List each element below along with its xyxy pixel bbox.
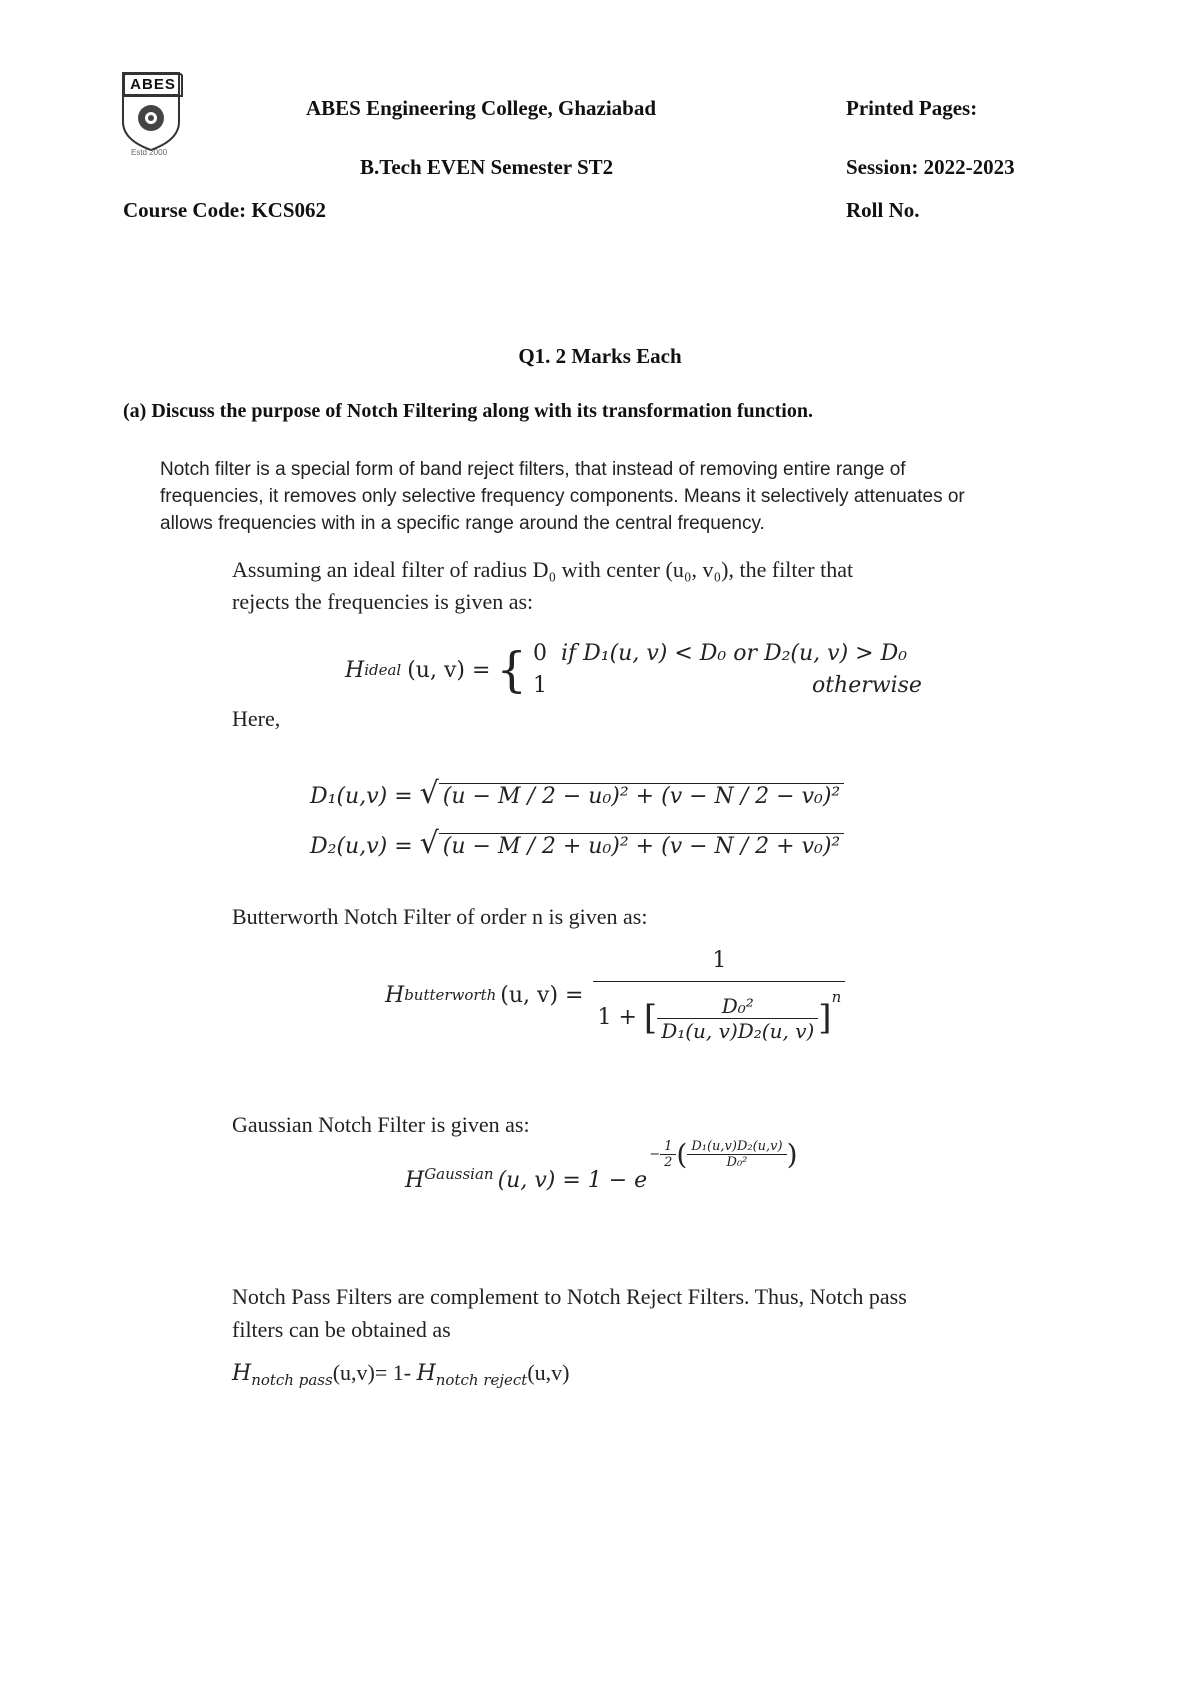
inner-den: D₁(u, v)D₂(u, v) [657,1018,818,1043]
intro-line: frequencies, it removes only selective frequency components. Means it selectively attenuates or [160,486,965,507]
case1-cond: otherwise [811,673,922,698]
inner-num: D₀² [721,993,754,1018]
eq-sup: Gaussian [424,1165,494,1183]
gaussian-text: Gaussian Notch Filter is given as: [232,1112,530,1137]
logo-text: ABES [123,73,183,97]
ideal-equation [345,638,922,702]
exp-num: D₁(u,v)D₂(u,v) [691,1139,783,1154]
notch-pass-line: filters can be obtained as [232,1317,451,1342]
notch-pass-description [232,1280,907,1346]
exp-sign: − [649,1147,661,1162]
exp-half-num: 1 [664,1139,673,1154]
intro-line: allows frequencies with in a specific range around the central frequency. [160,513,765,534]
answer-intro [160,456,1100,537]
ideal-description [232,554,853,618]
session: Session: 2022-2023 [846,155,1015,179]
eq-sub-pass: notch pass [251,1371,333,1389]
eq-args: (u, v) = [500,982,584,1008]
eq-brace: { [496,642,527,698]
eq-h: H [416,1361,436,1386]
ideal-line: rejects the frequencies is given as: [232,589,534,614]
ideal-line: Assuming an ideal filter of radius D₀ with center (u₀, v₀), the filter that [232,557,854,582]
question-part-a: (a) Discuss the purpose of Notch Filtering along with its transformation function. [123,400,813,422]
case0-value: 0 [532,641,547,666]
eq-h: H [345,657,365,683]
semester: B.Tech EVEN Semester ST2 [360,155,614,179]
eq-power: n [831,988,842,1006]
gaussian-equation [405,1138,798,1193]
course-code: Course Code: KCS062 [123,198,326,222]
intro-line: Notch filter is a special form of band reject filters, that instead of removing entire range of [160,459,906,480]
question-title: Q1. 2 Marks Each [518,344,682,368]
den-prefix: 1 + [597,1005,637,1030]
case1-value: 1 [532,673,547,698]
sqrt-sign: √ [419,826,439,861]
d1-radicand: (u − M / 2 − u₀)² + (v − N / 2 − v₀)² [439,783,844,809]
gaussian-exponent: − $\frac{1}{2}$ ( $\frac{\text{D₁(u,v)D₂(u,v)}}{\text{D₀²}}$ ) [649,1138,798,1171]
butterworth-text: Butterworth Notch Filter of order n is given as: [232,904,648,929]
eq-args: (u, v) = 1 − e [497,1168,648,1193]
notch-pass-equation [232,1360,569,1389]
notch-pass-line: Notch Pass Filters are complement to Notch Reject Filters. Thus, Notch pass [232,1284,907,1309]
eq-numerator: 1 [712,948,727,973]
d2-equation [310,826,844,861]
printed-pages: Printed Pages: [846,96,978,120]
d1-lhs: D₁(u,v) = [310,784,413,809]
eq-h: H [405,1168,425,1193]
eq-h: H [232,1361,252,1386]
logo-est: Estd 2000 [131,148,168,157]
here-label: Here, [232,706,281,731]
d2-lhs: D₂(u,v) = [310,834,413,859]
exp-den: D₀² [687,1154,786,1170]
eq-sup: butterworth [404,986,497,1005]
eq-sup: ideal [364,661,402,679]
eq-h: H [385,982,405,1008]
eq-mid: (u,v)= 1- [332,1360,417,1385]
d2-radicand: (u − M / 2 + u₀)² + (v − N / 2 + v₀)² [439,833,844,859]
case0-cond: if D₁(u, v) < D₀ or D₂(u, v) > D₀ [560,641,908,666]
d1-equation [310,776,844,811]
butterworth-equation: H butterworth (u, v) = 1 1 + [ $\frac{\text{D₀²}}{\text{D₁(u, v)D₂(u, v)}}$ ]$^n$ [385,948,845,1043]
roll-no: Roll No. [846,198,920,222]
eq-sub-reject: notch reject [435,1371,528,1389]
eq-args: (u, v) = [407,657,491,683]
college-name: ABES Engineering College, Ghaziabad [306,96,657,120]
sqrt-sign: √ [419,776,439,811]
eq-end: (u,v) [527,1360,570,1385]
exp-half-den: 2 [660,1154,676,1170]
